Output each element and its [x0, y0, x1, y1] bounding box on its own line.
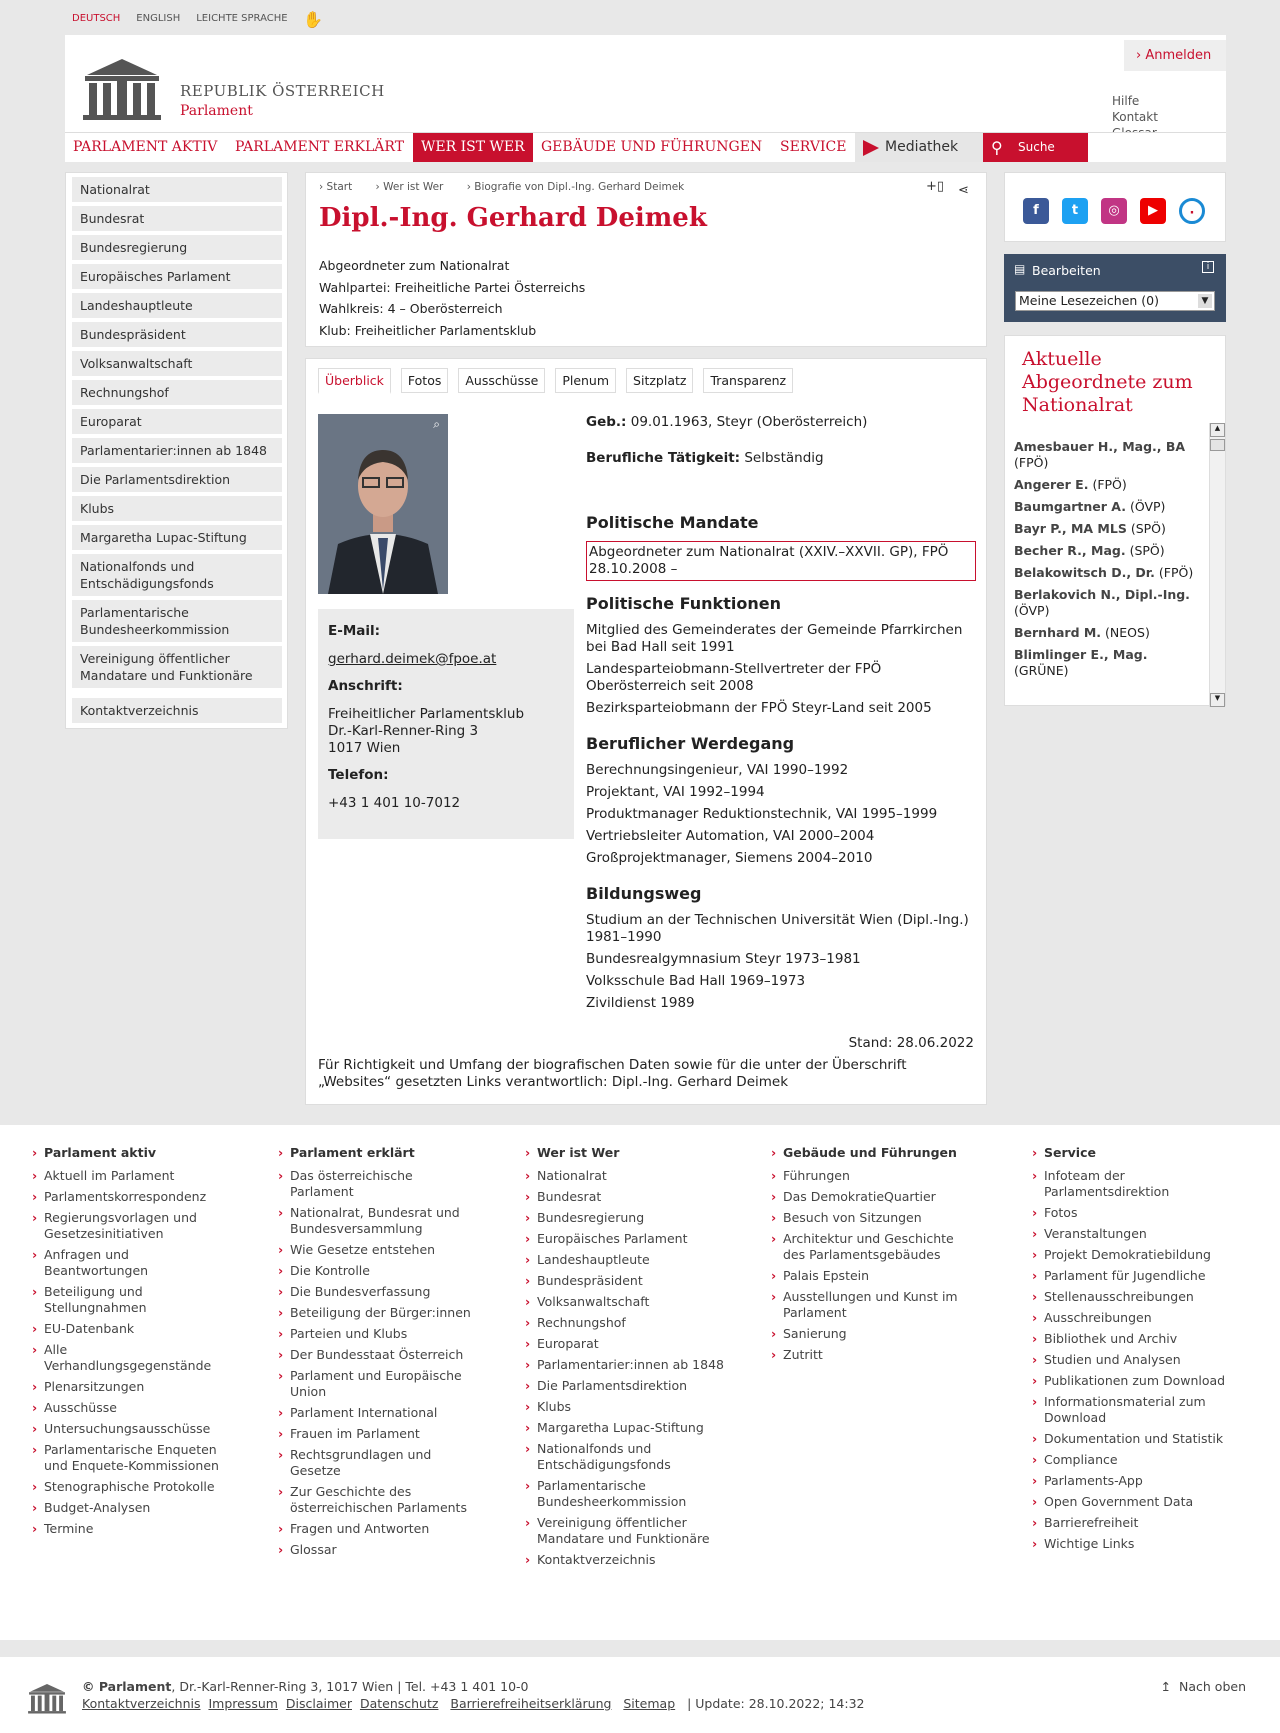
footer-link[interactable]: › Fotos	[1032, 1205, 1232, 1221]
parliament-footer-logo-icon	[26, 1682, 68, 1714]
werdegang-entry: Produktmanager Reduktionstechnik, VAI 1995–1999	[586, 806, 938, 822]
footer-link[interactable]: › Kontaktverzeichnis	[525, 1552, 725, 1568]
mandate-heading: Politische Mandate	[586, 513, 759, 532]
footer-sitemap	[0, 1125, 1280, 1640]
abgeordnete-item[interactable]	[1014, 565, 1197, 581]
nav-parlament-erklaert[interactable]: PARLAMENT ERKLÄRT	[235, 139, 405, 155]
info-party: Wahlpartei: Freiheitliche Partei Österreichs	[319, 279, 586, 295]
sign-language-icon[interactable]: ✋	[303, 10, 323, 29]
footer-link[interactable]: › Stellenausschreibungen	[1032, 1289, 1232, 1305]
lang-english[interactable]: ENGLISH	[136, 13, 181, 24]
footer-link[interactable]: › Ausstellungen und Kunst im Parlament	[771, 1289, 971, 1321]
footer-link[interactable]: › Nationalfonds und Entschädigungsfonds	[525, 1441, 725, 1473]
sidebar-item[interactable]: Nationalrat	[72, 177, 282, 202]
footer-column	[278, 1145, 478, 1563]
footer-link[interactable]: › Europarat	[525, 1336, 725, 1352]
lang-deutsch[interactable]: DEUTSCH	[72, 13, 121, 24]
phone: +43 1 401 10-7012	[328, 795, 461, 811]
abgeordnete-name: Bernhard M.	[1014, 625, 1102, 640]
zoom-icon[interactable]: ⌕	[433, 417, 440, 431]
bildung-entry: Zivildienst 1989	[586, 995, 695, 1011]
footer-link[interactable]: › Beteiligung und Stellungnahmen	[32, 1284, 232, 1316]
play-icon	[863, 140, 879, 156]
scroll-up-icon[interactable]: ▲	[1210, 423, 1225, 437]
footer-link[interactable]: › Fragen und Antworten	[278, 1521, 478, 1537]
footer-link[interactable]: › Parlament für Jugendliche	[1032, 1268, 1232, 1284]
footer-link[interactable]: › Rechtsgrundlagen und Gesetze	[278, 1447, 478, 1479]
footer-link[interactable]: › Projekt Demokratiebildung	[1032, 1247, 1232, 1263]
sidebar-item[interactable]: Bundesrat	[72, 206, 282, 231]
language-switcher	[72, 13, 304, 24]
abgeordnete-name: Belakowitsch D., Dr.	[1014, 565, 1155, 580]
footer-link[interactable]: › Die Kontrolle	[278, 1263, 478, 1279]
sidebar-item[interactable]: Bundespräsident	[72, 322, 282, 347]
abgeordnete-name: Becher R., Mag.	[1014, 543, 1126, 558]
stand-date: Stand: 28.06.2022	[848, 1035, 974, 1051]
bildung-entry: Bundesrealgymnasium Steyr 1973–1981	[586, 951, 861, 967]
tab-plenum[interactable]: Plenum	[555, 368, 616, 393]
demokratie-webstatt-icon[interactable]: ·	[1179, 198, 1205, 224]
footer-link[interactable]: › Europäisches Parlament	[525, 1231, 725, 1247]
link-impressum[interactable]: Impressum	[208, 1696, 278, 1711]
edit-icon: ▤	[1014, 262, 1026, 276]
footer-link[interactable]: › Wie Gesetze entstehen	[278, 1242, 478, 1258]
info-icon[interactable]: i	[1202, 261, 1214, 273]
footer-link[interactable]: › Termine	[32, 1521, 232, 1537]
footer-link[interactable]: › Landeshauptleute	[525, 1252, 725, 1268]
footer-link[interactable]: › Parlament International	[278, 1405, 478, 1421]
util-kontakt[interactable]: Kontakt	[1112, 110, 1158, 124]
funktionen-heading: Politische Funktionen	[586, 594, 781, 613]
footer-link[interactable]: › Open Government Data	[1032, 1494, 1232, 1510]
footer-column	[771, 1145, 971, 1368]
biography-panel	[305, 358, 987, 1105]
abgeordnete-party: (ÖVP)	[1014, 603, 1050, 618]
bottom-bar	[0, 1657, 1280, 1733]
werdegang-entry: Großprojektmanager, Siemens 2004–2010	[586, 850, 873, 866]
footer-link[interactable]: › Parteien und Klubs	[278, 1326, 478, 1342]
footer-link[interactable]: › Infoteam der Parlamentsdirektion	[1032, 1168, 1232, 1200]
login-button[interactable]: › Anmelden	[1124, 40, 1226, 71]
footer-link[interactable]: › Zutritt	[771, 1347, 971, 1363]
footer-link[interactable]: › Das DemokratieQuartier	[771, 1189, 971, 1205]
footer-link[interactable]: › Sanierung	[771, 1326, 971, 1342]
tab-transparenz[interactable]: Transparenz	[703, 368, 793, 393]
sidebar-item[interactable]: Margaretha Lupac-Stiftung	[72, 525, 282, 550]
bearbeiten-box	[1004, 254, 1226, 322]
breadcrumb-start[interactable]: › Start	[319, 181, 353, 193]
parliament-logo-icon[interactable]	[79, 55, 165, 121]
sidebar-item[interactable]: Europäisches Parlament	[72, 264, 282, 289]
logo-title: REPUBLIK ÖSTERREICH	[180, 82, 385, 100]
footer-column	[1032, 1145, 1232, 1557]
bildung-heading: Bildungsweg	[586, 884, 702, 903]
footer-link[interactable]: › Informationsmaterial zum Download	[1032, 1394, 1232, 1426]
abgeordnete-party: (ÖVP)	[1129, 499, 1166, 514]
sidebar-item[interactable]: Kontaktverzeichnis	[72, 698, 282, 723]
footer-link[interactable]: › Besuch von Sitzungen	[771, 1210, 971, 1226]
footer-link[interactable]: › Bundesrat	[525, 1189, 725, 1205]
breadcrumb-wer-ist-wer[interactable]: › Wer ist Wer	[375, 181, 444, 193]
info-club: Klub: Freiheitlicher Parlamentsklub	[319, 322, 537, 338]
abgeordnete-name: Baumgartner A.	[1014, 499, 1126, 514]
legal-links	[82, 1696, 864, 1711]
footer-link[interactable]: › Frauen im Parlament	[278, 1426, 478, 1442]
sidebar-item[interactable]: Klubs	[72, 496, 282, 521]
sidebar	[65, 172, 288, 729]
footer-column	[32, 1145, 232, 1542]
aktuelle-abgeordnete	[1004, 335, 1226, 706]
nav-service[interactable]: SERVICE	[780, 139, 847, 155]
footer-link[interactable]: › Anfragen und Beantwortungen	[32, 1247, 232, 1279]
email-link[interactable]: gerhard.deimek@fpoe.at	[328, 651, 497, 667]
footer-link[interactable]: › Ausschreibungen	[1032, 1310, 1232, 1326]
funktionen-entry: Bezirksparteiobmann der FPÖ Steyr-Land seit 2005	[586, 700, 932, 716]
abgeordnete-name: Amesbauer H., Mag., BA	[1014, 439, 1186, 454]
abgeordnete-party: (NEOS)	[1105, 625, 1150, 640]
address-label: Anschrift:	[328, 678, 403, 694]
werdegang-entry: Projektant, VAI 1992–1994	[586, 784, 765, 800]
logo-subtitle: Parlament	[180, 103, 253, 119]
bildung-entry: Volksschule Bad Hall 1969–1973	[586, 973, 806, 989]
address	[328, 706, 564, 757]
portrait-photo[interactable]	[318, 414, 448, 594]
footer-link[interactable]: › Bundesregierung	[525, 1210, 725, 1226]
address-line: 1017 Wien	[328, 740, 401, 756]
sidebar-item[interactable]: Bundesregierung	[72, 235, 282, 260]
portrait-image	[318, 414, 448, 594]
footer-link[interactable]: › EU-Datenbank	[32, 1321, 232, 1337]
abgeordnete-party: (SPÖ)	[1129, 543, 1165, 558]
footer-heading[interactable]: › Parlament erklärt	[278, 1145, 478, 1161]
footer-link[interactable]: › Stenographische Protokolle	[32, 1479, 232, 1495]
abgeordnete-party: (FPÖ)	[1092, 477, 1127, 492]
footer-heading[interactable]: › Service	[1032, 1145, 1232, 1161]
footer-link[interactable]: › Zur Geschichte des österreichischen Parlaments	[278, 1484, 478, 1516]
job-line: Berufliche Tätigkeit: Selbständig	[586, 450, 824, 466]
footer-link[interactable]: › Regierungsvorlagen und Gesetzesinitiativen	[32, 1210, 232, 1242]
footer-link[interactable]: › Studien und Analysen	[1032, 1352, 1232, 1368]
bio-details	[586, 414, 976, 1017]
back-to-top-link[interactable]: ↥ Nach oben	[1160, 1679, 1246, 1694]
footer-link[interactable]: › Das österreichische Parlament	[278, 1168, 478, 1200]
footer-link[interactable]: › Vereinigung öffentlicher Mandatare und Funktionäre	[525, 1515, 725, 1547]
social-links	[1004, 172, 1226, 242]
footer-link[interactable]: › Rechnungshof	[525, 1315, 725, 1331]
footer-link[interactable]: › Parlament und Europäische Union	[278, 1368, 478, 1400]
abgeordnete-item[interactable]	[1014, 625, 1197, 641]
nav-gebaeude[interactable]: GEBÄUDE UND FÜHRUNGEN	[541, 139, 763, 155]
footer-link[interactable]: › Parlamentarische Enqueten und Enquete-Kommissionen	[32, 1442, 232, 1474]
util-hilfe[interactable]: Hilfe	[1112, 94, 1140, 108]
disclaimer-text: Für Richtigkeit und Umfang der biografischen Daten sowie für die unter der Überschrift „Websites“ gesetzten Links verantwortlich: Dipl.-Ing. Gerhard Deimek	[318, 1057, 907, 1090]
footer-link[interactable]: › Veranstaltungen	[1032, 1226, 1232, 1242]
page-title: Dipl.-Ing. Gerhard Deimek	[319, 203, 707, 233]
scroll-thumb[interactable]	[1210, 439, 1225, 451]
aktuelle-title: Aktuelle Abgeordnete zum Nationalrat	[1022, 348, 1193, 416]
link-datenschutz[interactable]: Datenschutz	[359, 1696, 439, 1711]
info-constituency: Wahlkreis: 4 – Oberösterreich	[319, 301, 503, 316]
scroll-down-icon[interactable]: ▼	[1210, 693, 1225, 707]
lang-leichte-sprache[interactable]: LEICHTE SPRACHE	[196, 13, 288, 24]
abgeordnete-list	[1014, 439, 1197, 704]
person-header	[305, 172, 987, 347]
sidebar-item[interactable]: Vereinigung öffentlicher Mandatare und Funktionäre	[72, 646, 282, 688]
lesezeichen-select[interactable]: Meine Lesezeichen (0) ▼	[1015, 291, 1215, 311]
footer-link[interactable]: › Plenarsitzungen	[32, 1379, 232, 1395]
sidebar-item[interactable]: Parlamentarier:innen ab 1848	[72, 438, 282, 463]
funktionen-entry: Mitglied des Gemeinderates der Gemeinde Pfarrkirchen bei Bad Hall seit 1991	[586, 622, 963, 655]
abgeordnete-name: Bayr P., MA MLS	[1014, 521, 1127, 536]
sidebar-item[interactable]: Parlamentarische Bundesheerkommission	[72, 600, 282, 642]
mandate-entry: Abgeordneter zum Nationalrat (XXIV.–XXVII. GP), FPÖ 28.10.2008 –	[586, 541, 976, 581]
werdegang-entry: Berechnungsingenieur, VAI 1990–1992	[586, 762, 849, 778]
funktionen-entry: Landesparteiobmann-Stellvertreter der FPÖ Oberösterreich seit 2008	[586, 661, 882, 694]
copyright-line: © Parlament, Dr.-Karl-Renner-Ring 3, 1017 Wien | Tel. +43 1 401 10-0	[82, 1679, 529, 1694]
abgeordnete-party: (FPÖ)	[1158, 565, 1194, 580]
update-info: | Update: 28.10.2022; 14:32	[687, 1696, 865, 1711]
bildung-entry: Studium an der Technischen Universität Wien (Dipl.-Ing.) 1981–1990	[586, 912, 969, 945]
footer-link[interactable]: › Führungen	[771, 1168, 971, 1184]
abgeordnete-name: Angerer E.	[1014, 477, 1089, 492]
scrollbar[interactable]	[1209, 423, 1225, 707]
footer-link[interactable]: › Bundespräsident	[525, 1273, 725, 1289]
footer-link[interactable]: › Die Bundesverfassung	[278, 1284, 478, 1300]
footer-link[interactable]: › Glossar	[278, 1542, 478, 1558]
footer-column	[525, 1145, 725, 1573]
sidebar-item[interactable]: Rechnungshof	[72, 380, 282, 405]
breadcrumb	[319, 181, 704, 193]
werdegang-entry: Vertriebsleiter Automation, VAI 2000–2004	[586, 828, 875, 844]
footer-heading[interactable]: › Parlament aktiv	[32, 1145, 232, 1161]
sidebar-item[interactable]: Europarat	[72, 409, 282, 434]
abgeordnete-name: Berlakovich N., Dipl.-Ing.	[1014, 587, 1190, 602]
footer-link[interactable]: › Architektur und Geschichte des Parlamentsgebäudes	[771, 1231, 971, 1263]
link-disclaimer[interactable]: Disclaimer	[285, 1696, 352, 1711]
werdegang-heading: Beruflicher Werdegang	[586, 734, 795, 753]
abgeordnete-item[interactable]	[1014, 543, 1197, 559]
footer-link[interactable]: › Budget-Analysen	[32, 1500, 232, 1516]
breadcrumb-current: › Biografie von Dipl.-Ing. Gerhard Deimek	[466, 181, 685, 193]
footer-link[interactable]: › Margaretha Lupac-Stiftung	[525, 1420, 725, 1436]
footer-link[interactable]: › Bibliothek und Archiv	[1032, 1331, 1232, 1347]
link-kontaktverzeichnis[interactable]: Kontaktverzeichnis	[82, 1696, 201, 1711]
search-button[interactable]: ⚲ Suche	[983, 133, 1088, 162]
footer-link[interactable]: › Der Bundesstaat Österreich	[278, 1347, 478, 1363]
bookmark-add-icon[interactable]: +▯	[926, 179, 945, 194]
abgeordnete-party: (FPÖ)	[1014, 455, 1049, 470]
abgeordnete-item[interactable]	[1014, 477, 1197, 493]
mediathek-button[interactable]: Mediathek	[855, 133, 984, 162]
footer-link[interactable]: › Alle Verhandlungsgegenstände	[32, 1342, 232, 1374]
address-line: Freiheitlicher Parlamentsklub	[328, 706, 525, 722]
link-sitemap[interactable]: Sitemap	[623, 1696, 676, 1711]
footer-link[interactable]: › Parlamentarier:innen ab 1848	[525, 1357, 725, 1373]
sidebar-item[interactable]: Volksanwaltschaft	[72, 351, 282, 376]
nav-wer-ist-wer[interactable]: WER IST WER	[413, 133, 533, 162]
abgeordnete-party: (SPÖ)	[1130, 521, 1166, 536]
tab-ausschuesse[interactable]: Ausschüsse	[458, 368, 545, 393]
tab-fotos[interactable]: Fotos	[401, 368, 448, 393]
footer-link[interactable]: › Die Parlamentsdirektion	[525, 1378, 725, 1394]
abgeordnete-name: Blimlinger E., Mag.	[1014, 647, 1148, 662]
tab-ueberblick[interactable]: Überblick	[318, 368, 391, 394]
footer-link[interactable]: › Publikationen zum Download	[1032, 1373, 1232, 1389]
nav-parlament-aktiv[interactable]: PARLAMENT AKTIV	[73, 139, 218, 155]
footer-link[interactable]: › Wichtige Links	[1032, 1536, 1232, 1552]
person-info	[319, 255, 585, 341]
footer-link[interactable]: › Ausschüsse	[32, 1400, 232, 1416]
arrow-up-icon: ↥	[1160, 1679, 1172, 1694]
birth-line: Geb.: 09.01.1963, Steyr (Oberösterreich)	[586, 414, 868, 430]
sidebar-item[interactable]: Nationalfonds und Entschädigungsfonds	[72, 554, 282, 596]
main-navigation	[65, 132, 1226, 162]
footer-link[interactable]: › Parlaments-App	[1032, 1473, 1232, 1489]
email-label: E-Mail:	[328, 623, 381, 639]
twitter-icon[interactable]: t	[1062, 198, 1088, 224]
tab-bar	[318, 368, 803, 394]
footer-link[interactable]: › Untersuchungsausschüsse	[32, 1421, 232, 1437]
facebook-icon[interactable]: f	[1023, 198, 1049, 224]
footer-link[interactable]: › Nationalrat	[525, 1168, 725, 1184]
dropdown-arrow-icon: ▼	[1198, 294, 1212, 308]
abgeordnete-item[interactable]	[1014, 587, 1197, 619]
footer-link[interactable]: › Barrierefreiheit	[1032, 1515, 1232, 1531]
abgeordnete-party: (GRÜNE)	[1014, 663, 1069, 678]
footer-link[interactable]: › Nationalrat, Bundesrat und Bundesversammlung	[278, 1205, 478, 1237]
footer-link[interactable]: › Compliance	[1032, 1452, 1232, 1468]
footer-heading[interactable]: › Gebäude und Führungen	[771, 1145, 971, 1161]
address-line: Dr.-Karl-Renner-Ring 3	[328, 723, 479, 739]
footer-heading[interactable]: › Wer ist Wer	[525, 1145, 725, 1161]
abgeordnete-item[interactable]	[1014, 521, 1197, 537]
tab-sitzplatz[interactable]: Sitzplatz	[626, 368, 693, 393]
link-barrierefreiheit[interactable]: Barrierefreiheitserklärung	[450, 1696, 612, 1711]
search-icon: ⚲	[991, 138, 1003, 157]
footer-link[interactable]: › Parlamentskorrespondenz	[32, 1189, 232, 1205]
share-icon[interactable]: ⋖	[958, 183, 969, 198]
sidebar-item[interactable]: Die Parlamentsdirektion	[72, 467, 282, 492]
abgeordnete-item[interactable]	[1014, 439, 1197, 471]
footer-link[interactable]: › Parlamentarische Bundesheerkommission	[525, 1478, 725, 1510]
footer-link[interactable]: › Volksanwaltschaft	[525, 1294, 725, 1310]
contact-box	[318, 609, 574, 839]
info-role: Abgeordneter zum Nationalrat	[319, 258, 510, 273]
abgeordnete-item[interactable]	[1014, 499, 1197, 515]
footer-link[interactable]: › Aktuell im Parlament	[32, 1168, 232, 1184]
footer-link[interactable]: › Klubs	[525, 1399, 725, 1415]
phone-label: Telefon:	[328, 767, 389, 783]
youtube-icon[interactable]: ▶	[1140, 198, 1166, 224]
bearbeiten-title: Bearbeiten	[1032, 263, 1101, 278]
abgeordnete-item[interactable]	[1014, 647, 1197, 679]
footer-link[interactable]: › Palais Epstein	[771, 1268, 971, 1284]
footer-link[interactable]: › Dokumentation und Statistik	[1032, 1431, 1232, 1447]
footer-link[interactable]: › Beteiligung der Bürger:innen	[278, 1305, 478, 1321]
sidebar-item[interactable]: Landeshauptleute	[72, 293, 282, 318]
instagram-icon[interactable]: ◎	[1101, 198, 1127, 224]
